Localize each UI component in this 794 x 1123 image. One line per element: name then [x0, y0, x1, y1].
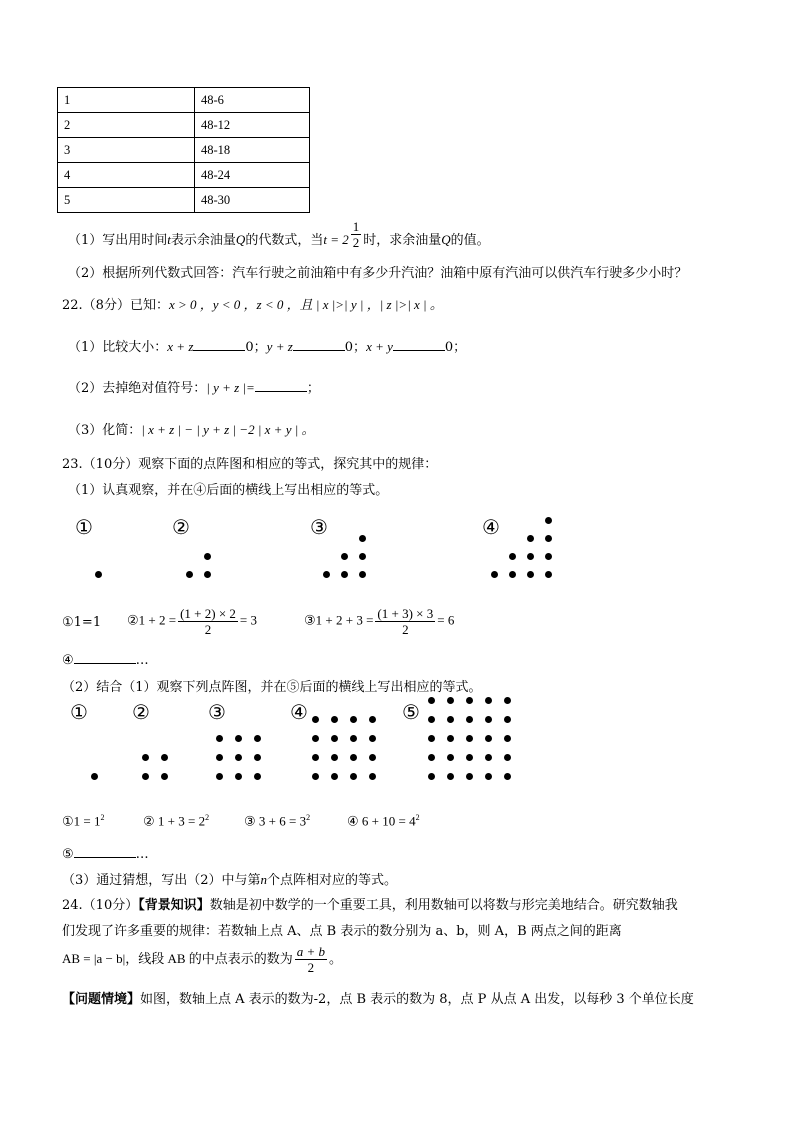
q22-heading: 22.（8分）已知：x > 0 ，y < 0 ，z < 0 ，且 | x |>| y | ，| z |>| x | 。: [62, 297, 443, 313]
dot: [235, 773, 242, 780]
answer-blank: [74, 845, 136, 858]
answer-blank: [255, 379, 307, 392]
dot: [485, 716, 492, 723]
dot: [254, 754, 261, 761]
q23-part1: （1）认真观察，并在④后面的横线上写出相应的等式。: [68, 483, 389, 498]
square-eq-4: ④ $6 + 10 = 4^2$: [347, 813, 420, 829]
q24-line1: 24.（10分）【背景知识】数轴是初中数学的一个重要工具，利用数轴可以将数与形完美地结合。研究数轴我: [62, 898, 678, 913]
dot: [369, 716, 376, 723]
q23-line5: ⑤ …: [62, 847, 149, 862]
dot: [466, 735, 473, 742]
q23-equations-1: ①1=1: [62, 615, 102, 630]
fraction: $\frac{1}{2}$: [352, 219, 360, 250]
table-row: [58, 163, 310, 188]
dot: [485, 773, 492, 780]
q21-part2: （2）根据所列代数式回答：汽车行驶之前油箱中有多少升汽油？油箱中原有汽油可以供汽车行驶多少小时？: [68, 266, 688, 281]
dot: [428, 716, 435, 723]
dot: [341, 571, 348, 578]
answer-blank: [74, 651, 136, 664]
dot: [312, 773, 319, 780]
table-cell: 4: [58, 163, 195, 188]
q22-part2: （2）去掉绝对值符号：| y + z |= ；: [68, 380, 320, 396]
dot: [350, 735, 357, 742]
dot: [235, 754, 242, 761]
dot: [466, 773, 473, 780]
square-eq-3: ③ $3 + 6 = 3^2$: [244, 813, 311, 829]
table-cell: 48-12: [195, 113, 310, 138]
answer-blank: [393, 338, 445, 351]
q23-part3: （3）通过猜想，写出（2）中与第n个点阵相对应的等式。: [62, 872, 398, 888]
dot: [447, 735, 454, 742]
dot: [254, 735, 261, 742]
dot: [91, 773, 98, 780]
dot: [359, 535, 366, 542]
dot: [95, 571, 102, 578]
dot: [527, 553, 534, 560]
dot: [359, 553, 366, 560]
dot: [466, 697, 473, 704]
dot: [545, 517, 552, 524]
dot: [545, 571, 552, 578]
dot: [235, 735, 242, 742]
figure-label-4: ④: [482, 515, 500, 539]
dot: [142, 773, 149, 780]
table-cell: 3: [58, 138, 195, 163]
dot: [509, 553, 516, 560]
dot: [485, 754, 492, 761]
dot: [447, 773, 454, 780]
table-cell: 2: [58, 113, 195, 138]
dot: [186, 571, 193, 578]
dot: [447, 754, 454, 761]
dot: [527, 535, 534, 542]
dot: [204, 553, 211, 560]
answer-blank: [293, 338, 345, 351]
q24-line2: 们发现了许多重要的规律：若数轴上点 A、点 B 表示的数分别为 a、b，则 A，B 两点之间的距离: [62, 924, 622, 939]
dot: [216, 735, 223, 742]
table-cell: 1: [58, 88, 195, 113]
dot: [485, 735, 492, 742]
dot: [312, 735, 319, 742]
dot: [428, 773, 435, 780]
dot: [331, 773, 338, 780]
square-label-1: ①: [70, 700, 88, 724]
table-cell: 5: [58, 188, 195, 213]
answer-blank: [193, 338, 245, 351]
dot: [527, 571, 534, 578]
dot: [142, 754, 149, 761]
square-label-5: ⑤: [402, 700, 420, 724]
q24-line3: AB = |a − b|，线段 AB 的中点表示的数为 $\frac{a + b}{2}$ 。: [62, 944, 343, 975]
q23-part2: （2）结合（1）观察下列点阵图，并在⑤后面的横线上写出相应的等式。: [62, 680, 482, 695]
dot: [466, 716, 473, 723]
dot: [428, 697, 435, 704]
square-eq-2: ② $1 + 3 = 2^2$: [143, 813, 210, 829]
square-label-3: ③: [208, 700, 226, 724]
dot: [447, 716, 454, 723]
table-cell: 48-6: [195, 88, 310, 113]
dot: [161, 754, 168, 761]
dot: [331, 716, 338, 723]
q23-heading: 23.（10分）观察下面的点阵图和相应的等式，探究其中的规律：: [62, 457, 438, 472]
dot: [504, 716, 511, 723]
q23-line4: ④ …: [62, 653, 149, 668]
dot: [350, 716, 357, 723]
dot: [359, 571, 366, 578]
table-cell: 48-30: [195, 188, 310, 213]
dot: [491, 571, 498, 578]
q22-part3: （3）化简：| x + z | − | y + z | −2 | x + y | 。: [68, 422, 315, 438]
dot: [312, 754, 319, 761]
dot: [504, 754, 511, 761]
table-row: [58, 88, 310, 113]
dot: [369, 735, 376, 742]
dot: [369, 754, 376, 761]
dot: [428, 735, 435, 742]
table-row: [58, 138, 310, 163]
table-cell: 48-24: [195, 163, 310, 188]
dot: [350, 773, 357, 780]
fuel-table: [57, 87, 310, 213]
square-label-4: ④: [290, 700, 308, 724]
dot: [341, 553, 348, 560]
dot: [369, 773, 376, 780]
dot: [504, 773, 511, 780]
figure-label-2: ②: [172, 515, 190, 539]
figure-label-3: ③: [310, 515, 328, 539]
table-row: [58, 188, 310, 213]
dot: [254, 773, 261, 780]
table-row: [58, 113, 310, 138]
dot: [485, 697, 492, 704]
q21-part1: （1）写出用时间t表示余油量Q的代数式，当t = 2 $\frac{1}{2}$ 时，求余油量Q的值。: [68, 219, 490, 250]
dot: [331, 754, 338, 761]
q22-part1: （1）比较大小：x + z 0；y + z 0；x + y 0；: [68, 339, 467, 355]
dot: [428, 754, 435, 761]
dot: [331, 735, 338, 742]
dot: [216, 754, 223, 761]
dot: [509, 571, 516, 578]
table-cell: 48-18: [195, 138, 310, 163]
dot: [161, 773, 168, 780]
dot: [466, 754, 473, 761]
dot: [216, 773, 223, 780]
q23-equation-2: ②1 + 2 = $\frac{(1 + 2) \times 2}{2}$ = 3: [127, 606, 257, 637]
figure-label-1: ①: [75, 515, 93, 539]
dot: [545, 553, 552, 560]
dot: [545, 535, 552, 542]
dot: [323, 571, 330, 578]
dot: [447, 697, 454, 704]
q23-equation-3: ③1 + 2 + 3 = $\frac{(1 + 3) \times 3}{2}$ = 6: [304, 606, 455, 637]
q24-line4: 【问题情境】如图，数轴上点 A 表示的数为-2，点 B 表示的数为 8，点 P 从点 A 出发，以每秒 3 个单位长度: [62, 992, 694, 1007]
dot: [350, 754, 357, 761]
dot: [312, 716, 319, 723]
dot: [504, 735, 511, 742]
square-eq-1: ①1 = $1^2$: [62, 813, 105, 829]
square-label-2: ②: [132, 700, 150, 724]
dot: [504, 697, 511, 704]
dot: [204, 571, 211, 578]
